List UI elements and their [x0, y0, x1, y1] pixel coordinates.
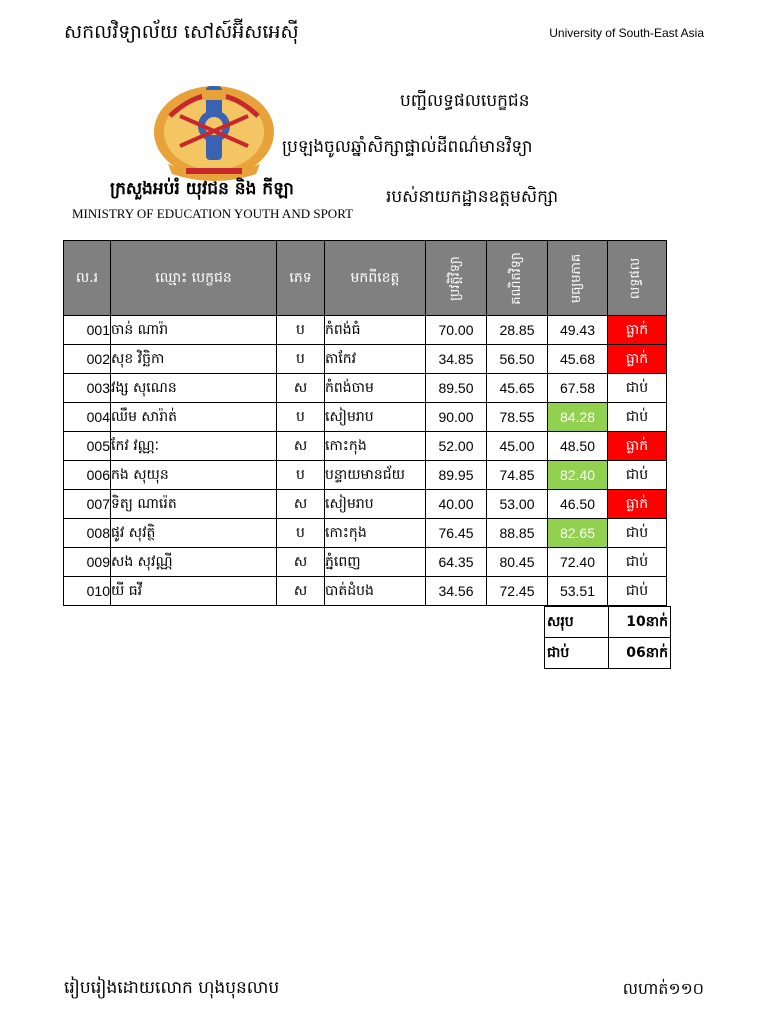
cell-sex: ស [277, 548, 325, 577]
ministry-emblem [150, 76, 278, 184]
cell-sex: ប [277, 519, 325, 548]
university-name-kh: សកលវិទ្យាល័យ សៅស៍អ៊ីសអេស៊ី [64, 21, 299, 43]
summary-pass-label: ជាប់ [545, 638, 609, 669]
header-result: លទ្ធផល [608, 241, 667, 316]
cell-subject2: 72.45 [487, 577, 548, 606]
cell-sex: ប [277, 461, 325, 490]
cell-result: ជាប់ [608, 403, 667, 432]
header-average: មធ្យមភាគ [548, 241, 608, 316]
cell-average: 49.43 [548, 316, 608, 345]
cell-subject1: 70.00 [426, 316, 487, 345]
cell-subject1: 34.85 [426, 345, 487, 374]
cell-average: 53.51 [548, 577, 608, 606]
table-header-row [64, 241, 667, 316]
cell-result: ជាប់ [608, 548, 667, 577]
table-row [64, 345, 667, 374]
table-row [64, 490, 667, 519]
header-name: ឈ្មោះ បេក្ខជន [111, 241, 277, 316]
cell-sex: ស [277, 577, 325, 606]
ministry-name-en: MINISTRY OF EDUCATION YOUTH AND SPORT [72, 206, 354, 221]
table-row [64, 374, 667, 403]
cell-no: 002 [64, 345, 111, 374]
header-subject2: គណិតវិទ្យា [487, 241, 548, 316]
prepared-by: រៀបរៀងដោយលោក ហុងបុនលាប [64, 978, 280, 998]
cell-subject1: 89.95 [426, 461, 487, 490]
cell-province: បាត់ដំបង [325, 577, 426, 606]
cell-sex: ស [277, 432, 325, 461]
summary-total-row [545, 607, 671, 638]
university-name-en: University of South-East Asia [549, 26, 704, 40]
header-no: ល.រ [64, 241, 111, 316]
summary-total-value: 10នាក់ [609, 607, 671, 638]
cell-sex: ប [277, 316, 325, 345]
cell-name: ចាន់ ណារ៉ា [111, 316, 277, 345]
cell-province: សៀមរាប [325, 403, 426, 432]
header-province: មកពីខេត្ត [325, 241, 426, 316]
cell-average: 67.58 [548, 374, 608, 403]
cell-result: ជាប់ [608, 461, 667, 490]
cell-name: ផូវ សុវត្ថិ [111, 519, 277, 548]
cell-sex: ស [277, 374, 325, 403]
cell-no: 001 [64, 316, 111, 345]
table-row [64, 548, 667, 577]
cell-average: 72.40 [548, 548, 608, 577]
table-row [64, 432, 667, 461]
cell-province: កោះកុង [325, 432, 426, 461]
cell-subject1: 34.56 [426, 577, 487, 606]
cell-result: ជាប់ [608, 374, 667, 403]
cell-result: ធ្លាក់ [608, 432, 667, 461]
cell-result: ជាប់ [608, 577, 667, 606]
cell-average: 82.65 [548, 519, 608, 548]
cell-province: កំពង់ធំ [325, 316, 426, 345]
cell-result: ជាប់ [608, 519, 667, 548]
header-sex: ភេទ [277, 241, 325, 316]
cell-province: សៀមរាប [325, 490, 426, 519]
table-row [64, 519, 667, 548]
table-row [64, 461, 667, 490]
summary-pass-row [545, 638, 671, 669]
cell-sex: ប [277, 403, 325, 432]
cell-subject2: 45.00 [487, 432, 548, 461]
cell-result: ធ្លាក់ [608, 316, 667, 345]
cell-name: កង សុយុន [111, 461, 277, 490]
cell-no: 006 [64, 461, 111, 490]
cell-sex: ស [277, 490, 325, 519]
cell-province: តាកែវ [325, 345, 426, 374]
summary-pass-value: 06នាក់ [609, 638, 671, 669]
exercise-code: លហាត់១១០ [622, 979, 704, 998]
cell-average: 84.28 [548, 403, 608, 432]
cell-subject2: 53.00 [487, 490, 548, 519]
cell-province: កំពង់ចាម [325, 374, 426, 403]
cell-subject1: 52.00 [426, 432, 487, 461]
cell-subject2: 74.85 [487, 461, 548, 490]
cell-name: វង្ស សុណេន [111, 374, 277, 403]
cell-average: 46.50 [548, 490, 608, 519]
cell-average: 82.40 [548, 461, 608, 490]
cell-average: 48.50 [548, 432, 608, 461]
cell-name: ឈឹម សារ៉ាត់ [111, 403, 277, 432]
cell-name: ទិត្យ ណារ៉េត [111, 490, 277, 519]
cell-subject1: 89.50 [426, 374, 487, 403]
cell-subject1: 76.45 [426, 519, 487, 548]
header-subject1: ប្រវត្តិវិទ្យា [426, 241, 487, 316]
cell-subject2: 78.55 [487, 403, 548, 432]
cell-subject2: 28.85 [487, 316, 548, 345]
ministry-name-kh: ក្រសួងអប់រំ យុវជន និង កីឡា [110, 179, 294, 199]
cell-subject2: 56.50 [487, 345, 548, 374]
cell-no: 007 [64, 490, 111, 519]
department-name: របស់នាយកដ្ឋានឧត្តមសិក្សា [386, 187, 559, 207]
cell-no: 003 [64, 374, 111, 403]
cell-name: សង សុវណ្ណី [111, 548, 277, 577]
cell-subject1: 64.35 [426, 548, 487, 577]
cell-subject2: 45.65 [487, 374, 548, 403]
results-table [63, 240, 667, 606]
summary-table [544, 606, 671, 669]
cell-no: 005 [64, 432, 111, 461]
cell-no: 009 [64, 548, 111, 577]
cell-no: 008 [64, 519, 111, 548]
cell-subject1: 90.00 [426, 403, 487, 432]
cell-province: ភ្នំពេញ [325, 548, 426, 577]
cell-subject2: 88.85 [487, 519, 548, 548]
cell-no: 004 [64, 403, 111, 432]
cell-province: បន្ទាយមានជ័យ [325, 461, 426, 490]
cell-name: យី ធវី [111, 577, 277, 606]
cell-subject1: 40.00 [426, 490, 487, 519]
cell-sex: ប [277, 345, 325, 374]
document-title: បញ្ជីលទ្ធផលបេក្ខជន [400, 91, 530, 111]
cell-province: កោះកុង [325, 519, 426, 548]
cell-name: កែវ វណ្ណៈ [111, 432, 277, 461]
table-row [64, 316, 667, 345]
cell-subject2: 80.45 [487, 548, 548, 577]
document-subtitle: ប្រឡងចូលឆ្នាំសិក្សាផ្ទាល់ដីពណ៌មានវិទ្យា [282, 137, 533, 157]
summary-total-label: សរុប [545, 607, 609, 638]
cell-average: 45.68 [548, 345, 608, 374]
cell-result: ធ្លាក់ [608, 490, 667, 519]
table-row [64, 403, 667, 432]
table-row [64, 577, 667, 606]
cell-name: សុខ វិច្ឆិកា [111, 345, 277, 374]
cell-result: ធ្លាក់ [608, 345, 667, 374]
cell-no: 010 [64, 577, 111, 606]
